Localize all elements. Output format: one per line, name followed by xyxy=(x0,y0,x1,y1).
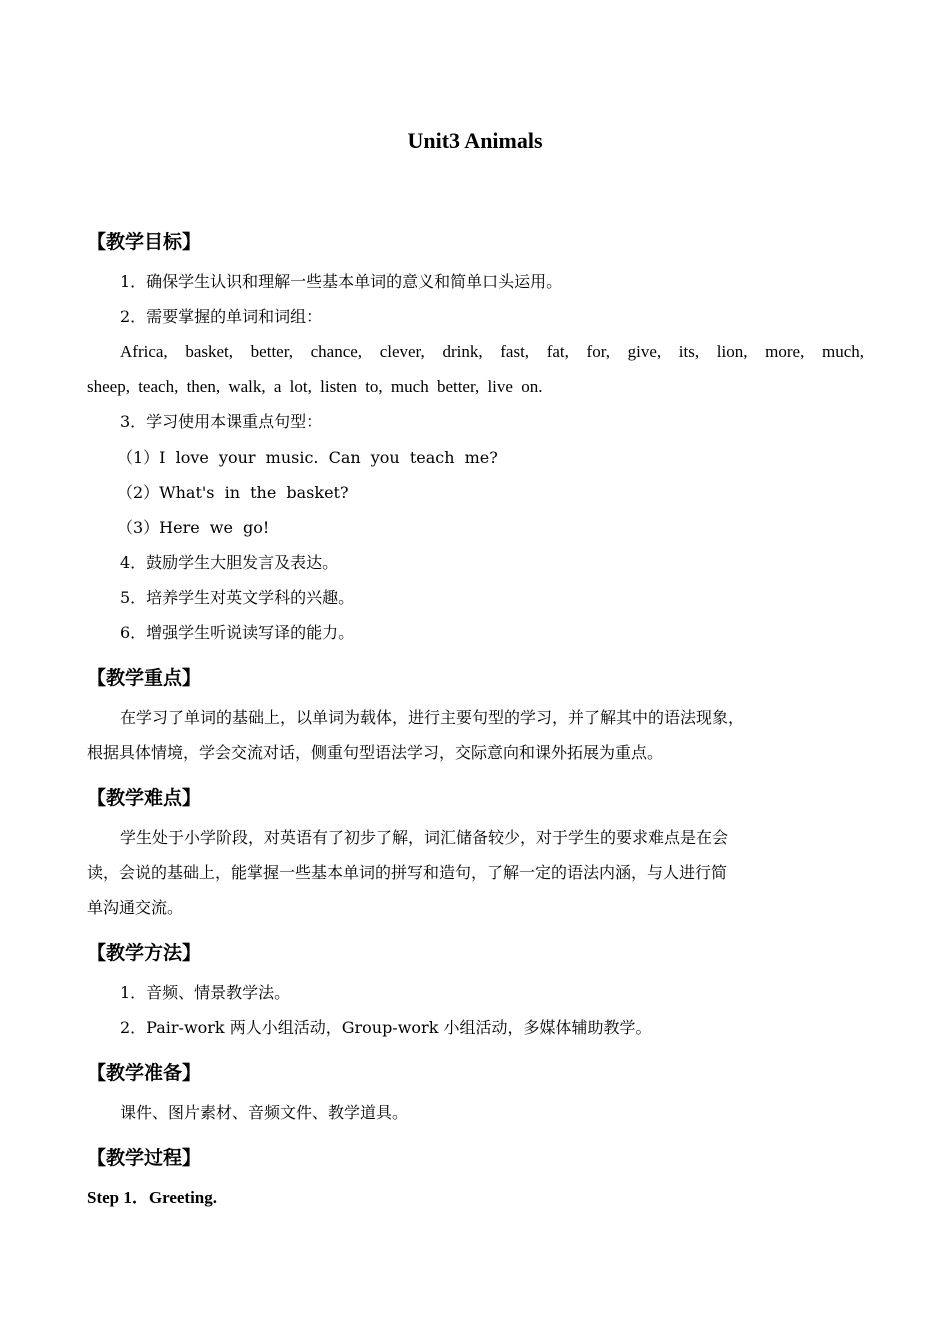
goal-item-2: 2．需要掌握的单词和词组： xyxy=(120,307,323,326)
sentence-pattern-2: （2）What's in the basket? xyxy=(117,483,349,502)
goal-item-3: 3．学习使用本课重点句型： xyxy=(120,412,323,431)
goal-item-1: 1．确保学生认识和理解一些基本单词的意义和简单口头运用。 xyxy=(120,272,563,291)
difficulties-line-1: 学生处于小学阶段，对英语有了初步了解，词汇储备较少，对于学生的要求难点是在会 xyxy=(120,828,729,847)
difficulties-line-2: 读，会说的基础上，能掌握一些基本单词的拼写和造句，了解一定的语法内涵，与人进行简 xyxy=(87,863,728,882)
heading-teaching-goals: 【教学目标】 xyxy=(87,231,202,253)
goal-item-4: 4．鼓励学生大胆发言及表达。 xyxy=(120,553,339,572)
document-title: Unit3 Animals xyxy=(407,128,543,153)
method-item-2: 2．Pair-work 两人小组活动，Group-work 小组活动，多媒体辅助教学。 xyxy=(120,1018,652,1037)
goal-item-6: 6．增强学生听说读写译的能力。 xyxy=(120,623,355,642)
heading-preparation: 【教学准备】 xyxy=(87,1062,202,1084)
heading-methods: 【教学方法】 xyxy=(87,942,202,964)
heading-process: 【教学过程】 xyxy=(87,1147,202,1169)
difficulties-line-3: 单沟通交流。 xyxy=(87,898,184,917)
vocabulary-line-1: Africa, basket, better, chance, clever, drink, fast, fat, for, give, its, lion, more, much, xyxy=(120,342,864,361)
sentence-pattern-3: （3）Here we go! xyxy=(117,518,270,537)
key-points-line-1: 在学习了单词的基础上，以单词为载体，进行主要句型的学习，并了解其中的语法现象， xyxy=(120,708,745,727)
method-item-1: 1．音频、情景教学法。 xyxy=(120,983,291,1002)
vocabulary-line-2: sheep, teach, then, walk, a lot, listen to, much better, live on. xyxy=(87,377,543,396)
heading-key-points: 【教学重点】 xyxy=(87,667,202,689)
goal-item-5: 5．培养学生对英文学科的兴趣。 xyxy=(120,588,355,607)
sentence-pattern-1: （1）I love your music. Can you teach me? xyxy=(117,448,498,467)
preparation-line: 课件、图片素材、音频文件、教学道具。 xyxy=(120,1103,409,1122)
heading-difficulties: 【教学难点】 xyxy=(87,787,202,809)
key-points-line-2: 根据具体情境，学会交流对话，侧重句型语法学习，交际意向和课外拓展为重点。 xyxy=(87,743,664,762)
process-step-1: Step 1．Greeting. xyxy=(87,1188,218,1207)
